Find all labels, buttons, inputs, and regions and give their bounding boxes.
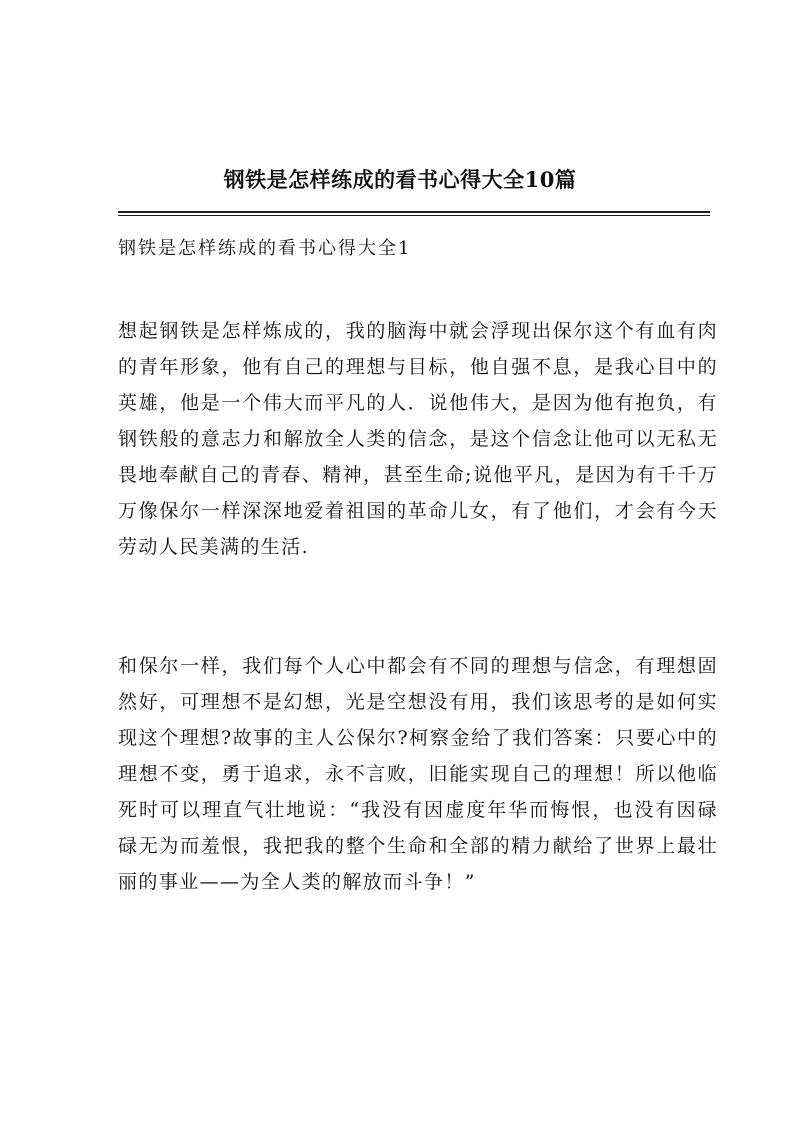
section-heading: 钢铁是怎样练成的看书心得大全1 xyxy=(118,238,412,259)
body-paragraph-2: 和保尔一样，我们每个人心中都会有不同的理想与信念，有理想固然好，可理想不是幻想，光是空想没有用，我们该思考的是如何实现这个理想?故事的主人公保尔?柯察金给了我们答案：只要心中的理想不变，勇于追求，永不言败，旧能实现自己的理想！所以他临死时可以理直气壮地说：“我没有因虚度年华而悔恨，也没有因碌碌无为而羞恨，我把我的整个生命和全部的精力献给了世界上最壮丽的事业——为全人类的解放而斗争！” xyxy=(118,655,718,893)
title-divider-thin xyxy=(118,215,710,216)
body-paragraph-1: 想起钢铁是怎样炼成的，我的脑海中就会浮现出保尔这个有血有肉的青年形象，他有自己的理想与目标，他自强不息，是我心目中的英雄，他是一个伟大而平凡的人．说他伟大，是因为他有抱负，有钢铁般的意志力和解放全人类的信念，是这个信念让他可以无私无畏地奉献自己的青春、精神，甚至生命;说他平凡，是因为有千千万万像保尔一样深深地爱着祖国的革命儿女，有了他们，才会有今天劳动人民美满的生活. xyxy=(118,320,718,558)
title-divider-thick xyxy=(118,211,710,213)
document-title: 钢铁是怎样练成的看书心得大全10篇 xyxy=(223,167,577,192)
